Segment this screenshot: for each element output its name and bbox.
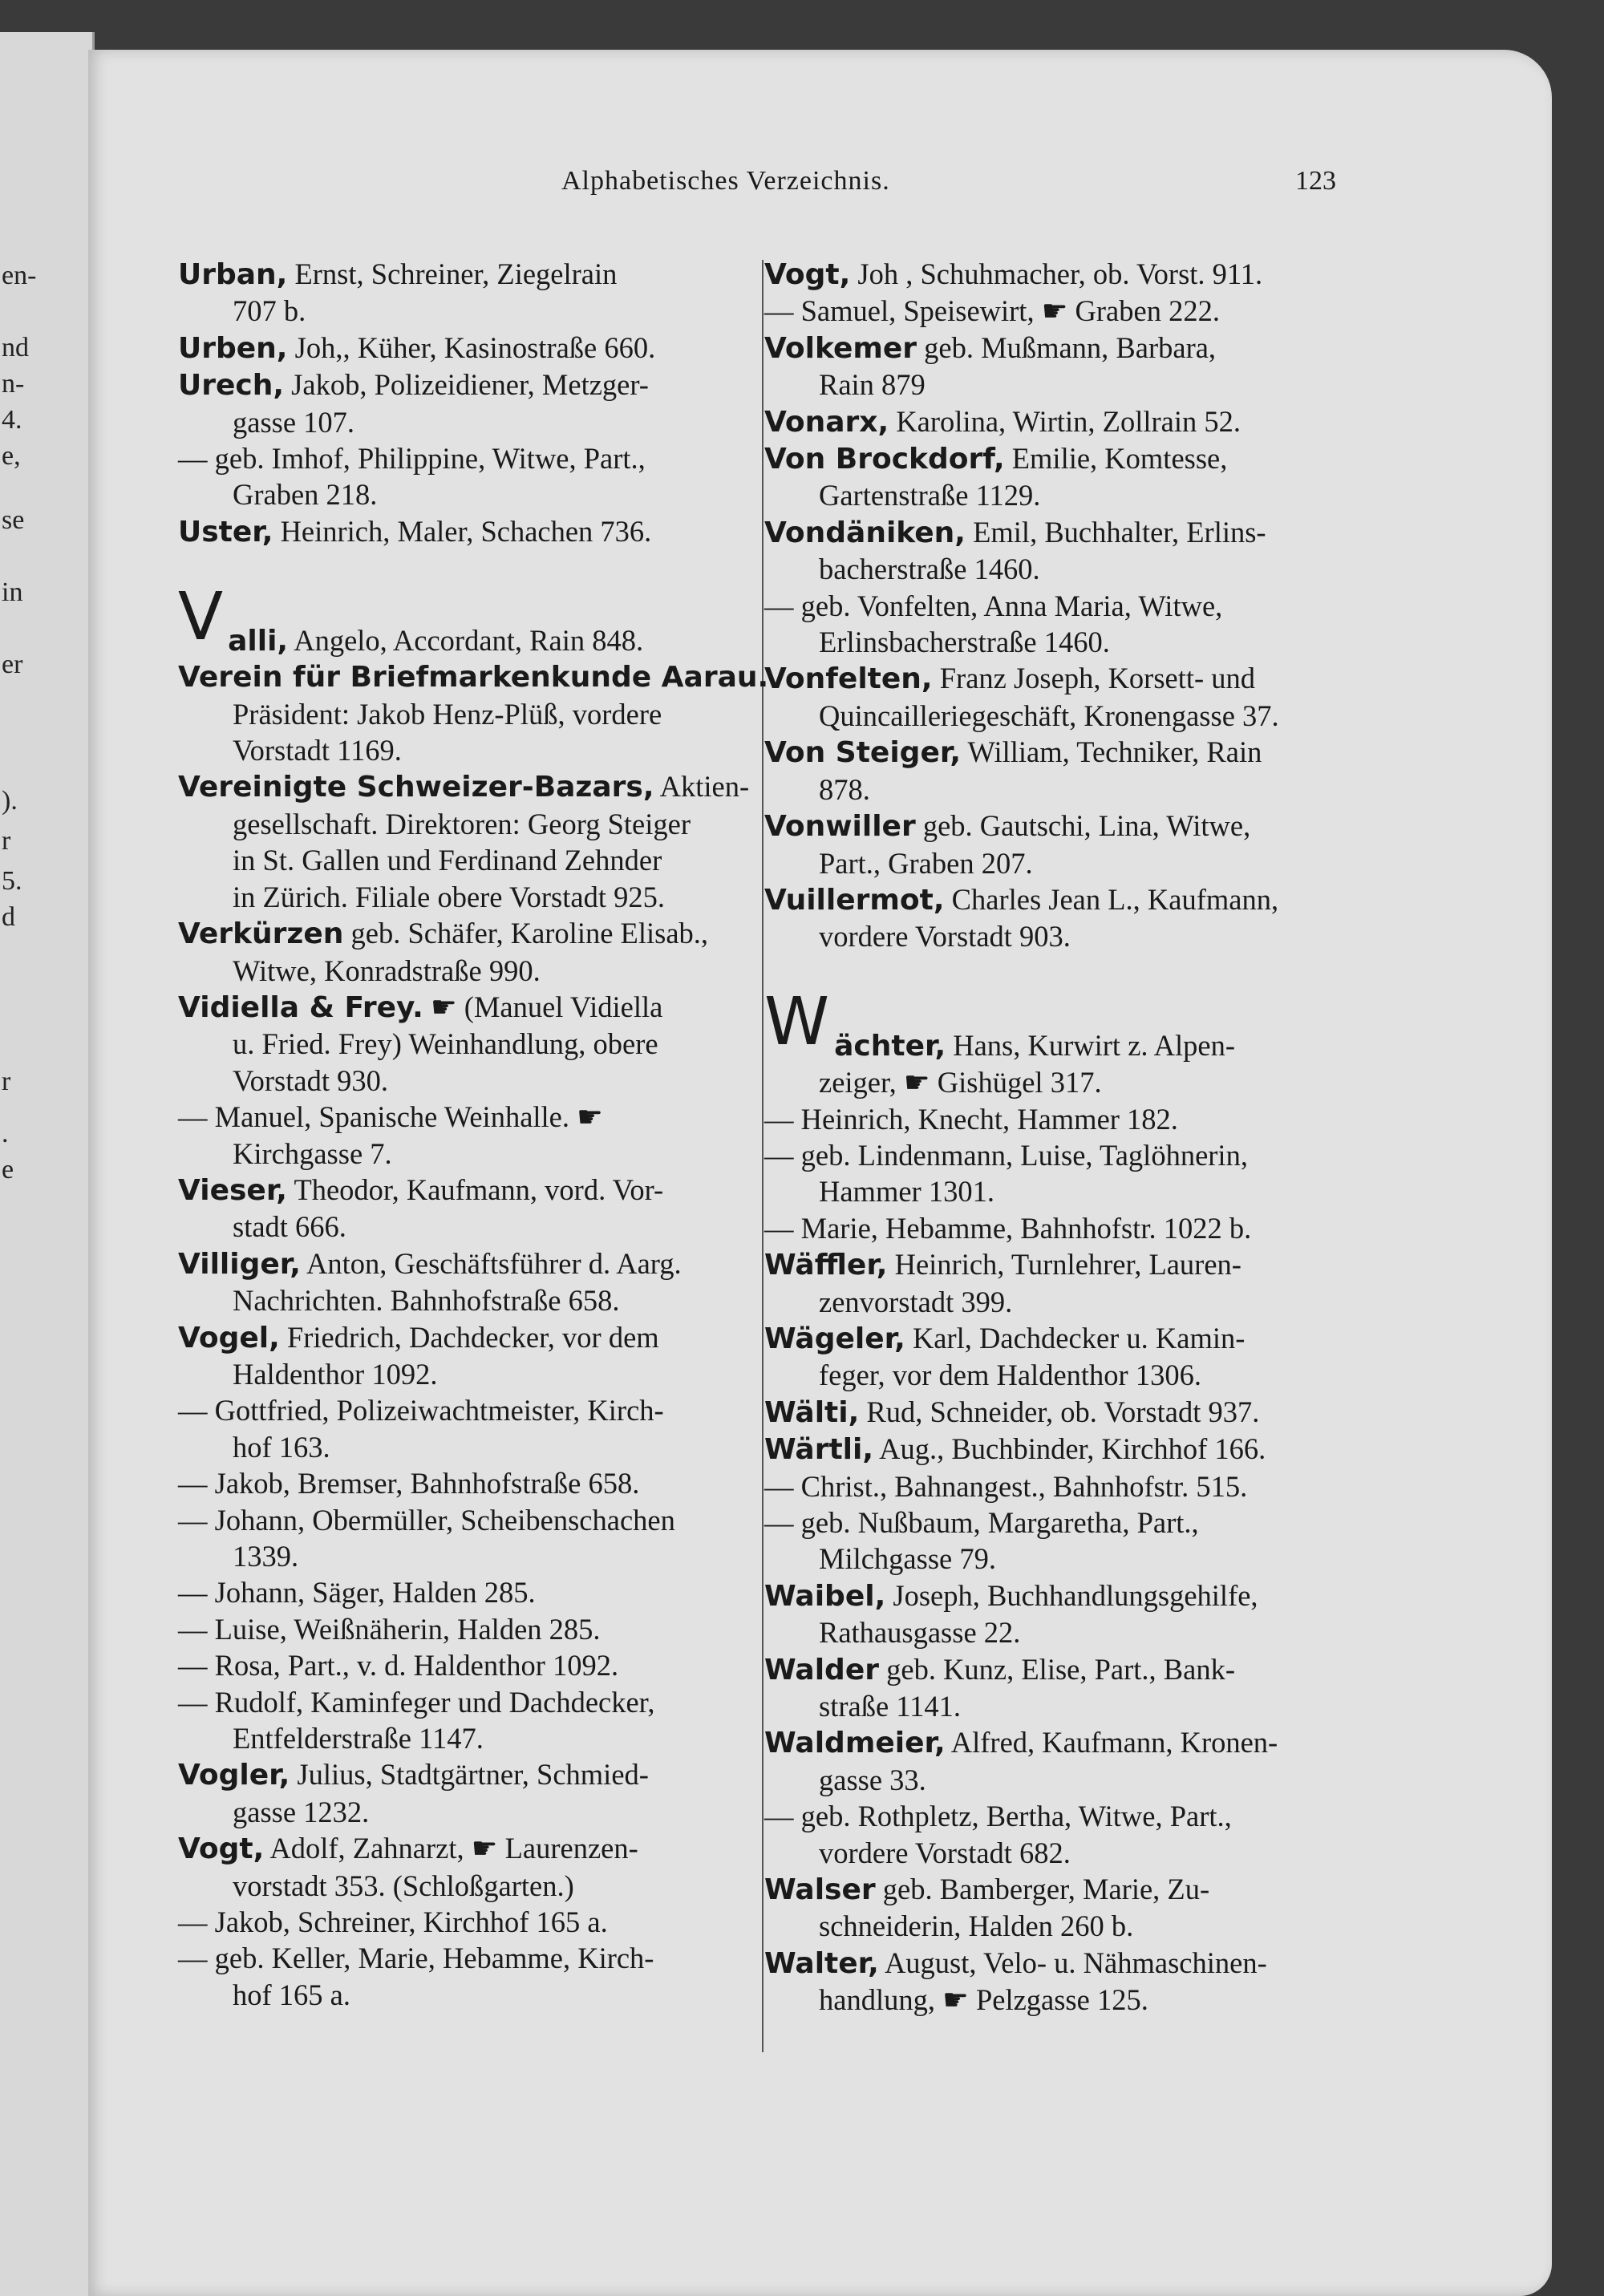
entry-text: geb. Gautschi, Lina, Witwe, <box>922 809 1251 843</box>
entry-text: — Rudolf, Kaminfeger und Dachdecker, <box>178 1685 655 1719</box>
entry-first-line <box>764 1468 1470 1504</box>
entry-first-line <box>764 1320 1470 1357</box>
entry-name: Vogt, <box>764 258 851 291</box>
book-page <box>88 50 1552 2296</box>
entry-first-line <box>178 1756 836 1793</box>
entry-first-line <box>764 588 1470 624</box>
entry-name: Waibel, <box>764 1579 886 1613</box>
entry-first-line <box>178 1830 836 1867</box>
entry-text: handlung, ☛ Pelzgasse 125. <box>819 1983 1148 2017</box>
entry-text: William, Techniker, Rain <box>967 735 1262 769</box>
entry-name: Verkürzen <box>178 917 344 951</box>
entry-text: — geb. Vonfelten, Anna Maria, Witwe, <box>764 589 1223 622</box>
margin-fragment: n- <box>2 369 25 399</box>
entry-name: Wälti, <box>764 1395 860 1429</box>
entry-text: Rain 879 <box>819 368 926 402</box>
directory-entry <box>178 513 836 550</box>
entry-name: Villiger, <box>178 1247 301 1281</box>
directory-entry <box>178 1611 836 1647</box>
entry-continuation <box>764 1614 1470 1650</box>
entry-continuation <box>178 806 836 842</box>
entry-continuation <box>178 1026 836 1062</box>
directory-entry <box>178 1172 836 1245</box>
directory-entry <box>178 768 836 915</box>
entry-text: Friedrich, Dachdecker, vor dem <box>286 1320 659 1354</box>
directory-entry <box>764 256 1470 293</box>
entry-text: Graben 218. <box>233 478 378 512</box>
entry-text: geb. Mußmann, Barbara, <box>924 330 1217 364</box>
margin-fragment: r <box>2 1067 11 1096</box>
entry-continuation <box>764 1688 1470 1724</box>
directory-entry <box>178 1574 836 1610</box>
page-number: 123 <box>1295 166 1336 196</box>
entry-text: Alfred, Kaufmann, Kronen- <box>950 1726 1278 1759</box>
directory-entry <box>764 660 1470 734</box>
entry-first-line <box>178 1099 836 1135</box>
margin-fragment: e <box>2 1155 14 1184</box>
directory-entry <box>764 881 1470 955</box>
left-column <box>178 256 836 2013</box>
entry-first-line <box>764 514 1470 551</box>
entry-first-line <box>764 1724 1470 1761</box>
margin-fragment: in <box>2 577 23 607</box>
entry-continuation <box>764 1982 1470 2018</box>
entry-continuation <box>178 293 836 329</box>
entry-continuation <box>764 771 1470 808</box>
entry-text: hof 165 a. <box>233 1978 350 2011</box>
entry-first-line <box>178 366 836 403</box>
entry-continuation <box>178 1356 836 1392</box>
entry-text: Rud, Schneider, ob. Vorstadt 937. <box>866 1395 1260 1428</box>
entry-first-line <box>764 256 1470 293</box>
directory-entry <box>764 1210 1470 1246</box>
entry-continuation <box>764 1357 1470 1393</box>
entry-continuation <box>178 1429 836 1465</box>
directory-entry <box>178 1319 836 1393</box>
entry-text: Präsident: Jakob Henz-Plüß, vordere <box>233 697 662 731</box>
entry-text: geb. Kunz, Elise, Part., Bank- <box>886 1652 1235 1686</box>
entry-text: — geb. Rothpletz, Bertha, Witwe, Part., <box>764 1800 1232 1833</box>
margin-fragment: r <box>2 826 11 856</box>
entry-first-line <box>764 440 1470 477</box>
entry-first-line <box>178 256 836 293</box>
entry-text: vorstadt 353. (Schloßgarten.) <box>233 1869 574 1902</box>
entry-text: Part., Graben 207. <box>819 846 1033 880</box>
directory-entry <box>178 1940 836 2013</box>
entry-continuation <box>178 1720 836 1756</box>
entry-first-line <box>764 1798 1470 1834</box>
running-title: Alphabetisches Verzeichnis. <box>561 166 890 196</box>
entry-text: — Luise, Weißnäherin, Halden 285. <box>178 1612 601 1646</box>
entry-text: Erlinsbacherstraße 1460. <box>819 626 1110 659</box>
directory-entry <box>764 1798 1470 1871</box>
directory-entry <box>764 1468 1470 1504</box>
entry-first-line <box>764 1651 1470 1688</box>
entry-name: Vondäniken, <box>764 516 966 549</box>
directory-entry <box>764 1137 1470 1210</box>
directory-entry <box>178 1099 836 1172</box>
entry-name: alli, <box>228 625 289 658</box>
entry-name: Volkemer <box>764 331 917 365</box>
entry-text: — geb. Keller, Marie, Hebamme, Kirch- <box>178 1942 654 1975</box>
entry-name: Uster, <box>178 515 273 549</box>
entry-name: Vuillermot, <box>764 883 945 917</box>
entry-text: Heinrich, Turnlehrer, Lauren- <box>894 1248 1241 1282</box>
entry-text: Hans, Kurwirt z. Alpen- <box>953 1028 1235 1062</box>
entry-text: Julius, Stadtgärtner, Schmied- <box>297 1758 649 1792</box>
adjacent-page-edge <box>0 32 95 2296</box>
entry-text: Aug., Buchbinder, Kirchhof 166. <box>879 1432 1266 1466</box>
directory-entry <box>764 440 1470 514</box>
entry-continuation <box>764 845 1470 881</box>
entry-continuation <box>764 624 1470 660</box>
entry-name: ächter, <box>834 1029 946 1063</box>
margin-fragment: . <box>2 1119 9 1148</box>
entry-name: Vogel, <box>178 1321 280 1355</box>
entry-continuation <box>764 1762 1470 1798</box>
entry-first-line <box>178 1245 836 1282</box>
entry-first-line <box>178 1611 836 1647</box>
entry-text: — Heinrich, Knecht, Hammer 182. <box>764 1102 1178 1136</box>
entry-first-line <box>764 1871 1470 1908</box>
entry-text: 707 b. <box>233 294 306 328</box>
entry-name: Wärtli, <box>764 1433 874 1467</box>
margin-fragment: 4. <box>2 405 22 435</box>
entry-first-line <box>178 768 836 805</box>
entry-text: Anton, Geschäftsführer d. Aarg. <box>306 1246 682 1280</box>
entry-name: Vonwiller <box>764 810 916 844</box>
entry-continuation <box>178 1794 836 1830</box>
directory-entry <box>764 403 1470 440</box>
entry-text: — Johann, Säger, Halden 285. <box>178 1576 536 1610</box>
entry-text: gasse 33. <box>819 1763 926 1796</box>
entry-text: stadt 666. <box>233 1210 346 1244</box>
entry-name: Von Steiger, <box>764 736 962 770</box>
entry-continuation <box>764 1173 1470 1209</box>
entry-continuation <box>178 1282 836 1318</box>
directory-entry <box>178 1904 836 1940</box>
directory-entry <box>178 1756 836 1830</box>
entry-continuation <box>764 918 1470 954</box>
directory-entry <box>764 808 1470 881</box>
section-initial-w: W <box>764 983 830 1060</box>
entry-text: geb. Schäfer, Karoline Elisab., <box>350 917 709 950</box>
entry-text: Joh , Schuhmacher, ob. Vorst. 911. <box>857 257 1263 290</box>
entry-first-line <box>178 915 836 952</box>
entry-continuation <box>178 1977 836 2013</box>
entry-text: Quincailleriegeschäft, Kronengasse 37. <box>819 699 1279 732</box>
entry-name: Walter, <box>764 1946 879 1980</box>
entry-text: August, Velo- u. Nähmaschinen- <box>884 1946 1267 1979</box>
directory-entry <box>178 1502 836 1575</box>
entry-continuation <box>178 1868 836 1904</box>
entry-text: straße 1141. <box>819 1690 962 1723</box>
entry-continuation <box>178 842 836 878</box>
entry-first-line <box>764 808 1470 844</box>
right-column <box>764 256 1470 2019</box>
entry-name: Vonfelten, <box>764 662 933 696</box>
entry-continuation <box>764 551 1470 587</box>
entry-first-line <box>764 1945 1470 1982</box>
entry-text: Vorstadt 930. <box>233 1063 388 1097</box>
entry-first-line <box>178 1940 836 1976</box>
entry-text: 1339. <box>233 1540 299 1573</box>
entry-text: — geb. Nußbaum, Margaretha, Part., <box>764 1506 1199 1539</box>
entry-name: Verein für Briefmarkenkunde Aarau. <box>178 661 769 694</box>
entry-continuation <box>178 696 836 732</box>
entry-text: — Marie, Hebamme, Bahnhofstr. 1022 b. <box>764 1211 1252 1245</box>
entry-text: Entfelderstraße 1147. <box>233 1722 484 1755</box>
entry-text: in St. Gallen und Ferdinand Zehnder <box>233 844 662 877</box>
entry-text: in Zürich. Filiale obere Vorstadt 925. <box>233 880 665 913</box>
entry-first-line <box>178 1684 836 1720</box>
entry-text: Haldenthor 1092. <box>233 1357 438 1391</box>
margin-fragment: d <box>2 902 15 932</box>
entry-first-line <box>764 1101 1470 1137</box>
directory-entry <box>764 1871 1470 1945</box>
directory-entry <box>178 1684 836 1757</box>
directory-entry <box>178 658 836 768</box>
entry-first-line <box>764 330 1470 366</box>
directory-entry <box>764 1246 1470 1320</box>
entry-text: Emil, Buchhalter, Erlins- <box>973 515 1266 549</box>
directory-entry-waechter <box>764 983 1470 1101</box>
entry-continuation <box>178 1063 836 1099</box>
entry-first-line <box>764 1431 1470 1468</box>
entry-continuation <box>178 476 836 512</box>
directory-entry <box>178 1392 836 1465</box>
entry-text: Gartenstraße 1129. <box>819 479 1041 512</box>
entry-text: Milchgasse 79. <box>819 1542 996 1576</box>
directory-entry <box>178 915 836 989</box>
entry-name: Walser <box>764 1873 876 1907</box>
entry-text: hof 163. <box>233 1430 330 1464</box>
entry-first-line <box>178 1574 836 1610</box>
entry-first-line <box>764 1577 1470 1614</box>
margin-fragment: er <box>2 650 23 679</box>
entry-text: schneiderin, Halden 260 b. <box>819 1909 1134 1943</box>
entry-first-line <box>178 513 836 550</box>
directory-entry <box>178 330 836 366</box>
directory-entry <box>764 1651 1470 1725</box>
entry-first-line <box>764 1137 1470 1173</box>
entry-continuation: zeiger, ☛ Gishügel 317. <box>819 1066 1102 1099</box>
entry-first-line <box>178 440 836 476</box>
entry-first-line <box>178 658 836 695</box>
directory-entry <box>764 1320 1470 1394</box>
entry-name: Urech, <box>178 369 285 403</box>
entry-name: Vidiella & Frey. <box>178 990 423 1024</box>
entry-name: Vonarx, <box>764 405 889 439</box>
directory-entry <box>178 256 836 330</box>
entry-text: Karl, Dachdecker u. Kamin- <box>912 1321 1246 1355</box>
entry-first-line <box>178 1172 836 1209</box>
entry-first-line <box>178 1465 836 1501</box>
entry-text: — geb. Lindenmann, Luise, Taglöhnerin, <box>764 1138 1248 1172</box>
margin-fragment: nd <box>2 333 29 362</box>
entry-name: Urben, <box>178 331 288 365</box>
entry-continuation <box>178 1538 836 1574</box>
entry-first-line <box>178 1904 836 1940</box>
entry-text: Hammer 1301. <box>819 1175 994 1209</box>
entry-text: Franz Joseph, Korsett- und <box>939 662 1256 695</box>
directory-entry <box>178 1647 836 1683</box>
entry-text: 878. <box>819 772 870 806</box>
directory-entry <box>178 366 836 440</box>
directory-entry <box>178 1245 836 1319</box>
entry-name: Waldmeier, <box>764 1727 946 1760</box>
directory-entry <box>764 588 1470 661</box>
entry-first-line <box>764 881 1470 918</box>
entry-continuation <box>178 953 836 989</box>
entry-text: Heinrich, Maler, Schachen 736. <box>280 514 652 548</box>
entry-continuation <box>764 698 1470 734</box>
entry-name: Walder <box>764 1653 879 1687</box>
entry-name: Vereinigte Schweizer-Bazars, <box>178 771 654 804</box>
entry-continuation <box>764 366 1470 403</box>
entry-text: Joseph, Buchhandlungsgehilfe, <box>893 1578 1258 1612</box>
entry-text: bacherstraße 1460. <box>819 553 1040 586</box>
margin-fragment: en- <box>2 261 37 290</box>
directory-entry <box>178 1465 836 1501</box>
margin-fragment: ). <box>2 786 18 816</box>
entry-text: gasse 1232. <box>233 1795 370 1828</box>
entry-first-line <box>764 403 1470 440</box>
directory-entry <box>764 734 1470 808</box>
entry-name: Urban, <box>178 258 288 291</box>
directory-entry <box>764 1724 1470 1798</box>
entry-first-line <box>764 1210 1470 1246</box>
entry-text: Aktien- <box>659 770 750 804</box>
entry-first-line <box>178 989 836 1026</box>
entry-first-line <box>764 1246 1470 1283</box>
entry-text: — Christ., Bahnangest., Bahnhofstr. 515. <box>764 1469 1248 1503</box>
entry-first-line <box>178 1647 836 1683</box>
entry-text: — geb. Imhof, Philippine, Witwe, Part., <box>178 442 646 476</box>
directory-entry <box>764 1394 1470 1431</box>
entry-continuation <box>178 732 836 768</box>
directory-entry <box>178 983 836 1099</box>
entry-first-line <box>178 330 836 366</box>
entry-continuation <box>178 879 836 915</box>
entry-text: — Johann, Obermüller, Scheibenschachen <box>178 1503 675 1537</box>
entry-text: — Jakob, Schreiner, Kirchhof 165 a. <box>178 1905 608 1939</box>
entry-text: — Manuel, Spanische Weinhalle. ☛ <box>178 1100 603 1134</box>
entry-text: Emilie, Komtesse, <box>1011 442 1228 476</box>
entry-name: Vogt, <box>178 1832 265 1866</box>
running-head <box>88 166 1552 206</box>
entry-continuation <box>764 1284 1470 1320</box>
entry-text: Witwe, Konradstraße 990. <box>233 954 541 987</box>
entry-text: ☛ (Manuel Vidiella <box>430 990 663 1023</box>
entry-text: Jakob, Polizeidiener, Metzger- <box>291 368 649 402</box>
margin-fragment: e, <box>2 441 21 471</box>
entry-continuation <box>178 404 836 440</box>
directory-entry <box>764 1101 1470 1137</box>
entry-text: Kirchgasse 7. <box>233 1136 392 1170</box>
entry-text: Joh,, Küher, Kasinostraße 660. <box>294 330 656 364</box>
entry-text: — Rosa, Part., v. d. Haldenthor 1092. <box>178 1649 619 1683</box>
entry-first-line <box>764 293 1470 329</box>
entry-text: — Samuel, Speisewirt, ☛ Graben 222. <box>764 294 1220 328</box>
entry-text: — Gottfried, Polizeiwachtmeister, Kirch- <box>178 1394 664 1427</box>
entry-text: feger, vor dem Haldenthor 1306. <box>819 1359 1201 1392</box>
entry-text: Nachrichten. Bahnhofstraße 658. <box>233 1284 620 1318</box>
entry-first-line <box>764 660 1470 697</box>
directory-entry <box>764 293 1470 329</box>
directory-entry <box>178 440 836 513</box>
entry-name: Vogler, <box>178 1759 290 1792</box>
directory-entry <box>764 1945 1470 2019</box>
section-initial-v: V <box>178 579 224 656</box>
entry-text: Rathausgasse 22. <box>819 1616 1021 1650</box>
entry-text: gasse 107. <box>233 405 355 439</box>
entry-continuation <box>178 1136 836 1172</box>
entry-first-line <box>178 1392 836 1428</box>
directory-entry <box>178 1830 836 1904</box>
entry-text: Vorstadt 1169. <box>233 734 402 767</box>
entry-name: Wägeler, <box>764 1322 905 1355</box>
entry-first-line <box>764 734 1470 771</box>
entry-text: geb. Bamberger, Marie, Zu- <box>882 1873 1210 1906</box>
entry-text: vordere Vorstadt 903. <box>819 920 1071 954</box>
directory-entry-valli <box>178 579 836 658</box>
entry-text: Theodor, Kaufmann, vord. Vor- <box>294 1172 664 1206</box>
entry-name: Wäffler, <box>764 1249 888 1282</box>
entry-text: gesellschaft. Direktoren: Georg Steiger <box>233 807 691 840</box>
entry-text: zenvorstadt 399. <box>819 1285 1013 1318</box>
margin-fragment: 5. <box>2 866 22 896</box>
entry-text: Ernst, Schreiner, Ziegelrain <box>294 257 618 290</box>
directory-entry <box>764 330 1470 403</box>
directory-entry <box>764 514 1470 588</box>
entry-text: — Jakob, Bremser, Bahnhofstraße 658. <box>178 1467 640 1500</box>
entry-text: vordere Vorstadt 682. <box>819 1836 1071 1869</box>
margin-fragment: se <box>2 505 25 535</box>
entry-text: u. Fried. Frey) Weinhandlung, obere <box>233 1027 658 1061</box>
entry-text: Angelo, Accordant, Rain 848. <box>294 624 644 658</box>
entry-continuation <box>764 1541 1470 1577</box>
entry-text: Adolf, Zahnarzt, ☛ Laurenzen- <box>269 1832 638 1865</box>
directory-entry <box>764 1577 1470 1651</box>
entry-first-line <box>178 1319 836 1356</box>
entry-name: Von Brockdorf, <box>764 443 1005 476</box>
entry-continuation <box>178 1209 836 1245</box>
entry-continuation <box>764 1908 1470 1944</box>
entry-continuation <box>764 1835 1470 1871</box>
entry-name: Vieser, <box>178 1173 287 1207</box>
entry-text: Charles Jean L., Kaufmann, <box>951 882 1279 916</box>
entry-first-line <box>764 1504 1470 1541</box>
entry-first-line <box>764 1394 1470 1431</box>
entry-first-line <box>178 1502 836 1538</box>
directory-entry <box>764 1431 1470 1468</box>
directory-entry <box>764 1504 1470 1577</box>
entry-text: Karolina, Wirtin, Zollrain 52. <box>896 404 1241 438</box>
entry-continuation <box>764 477 1470 513</box>
